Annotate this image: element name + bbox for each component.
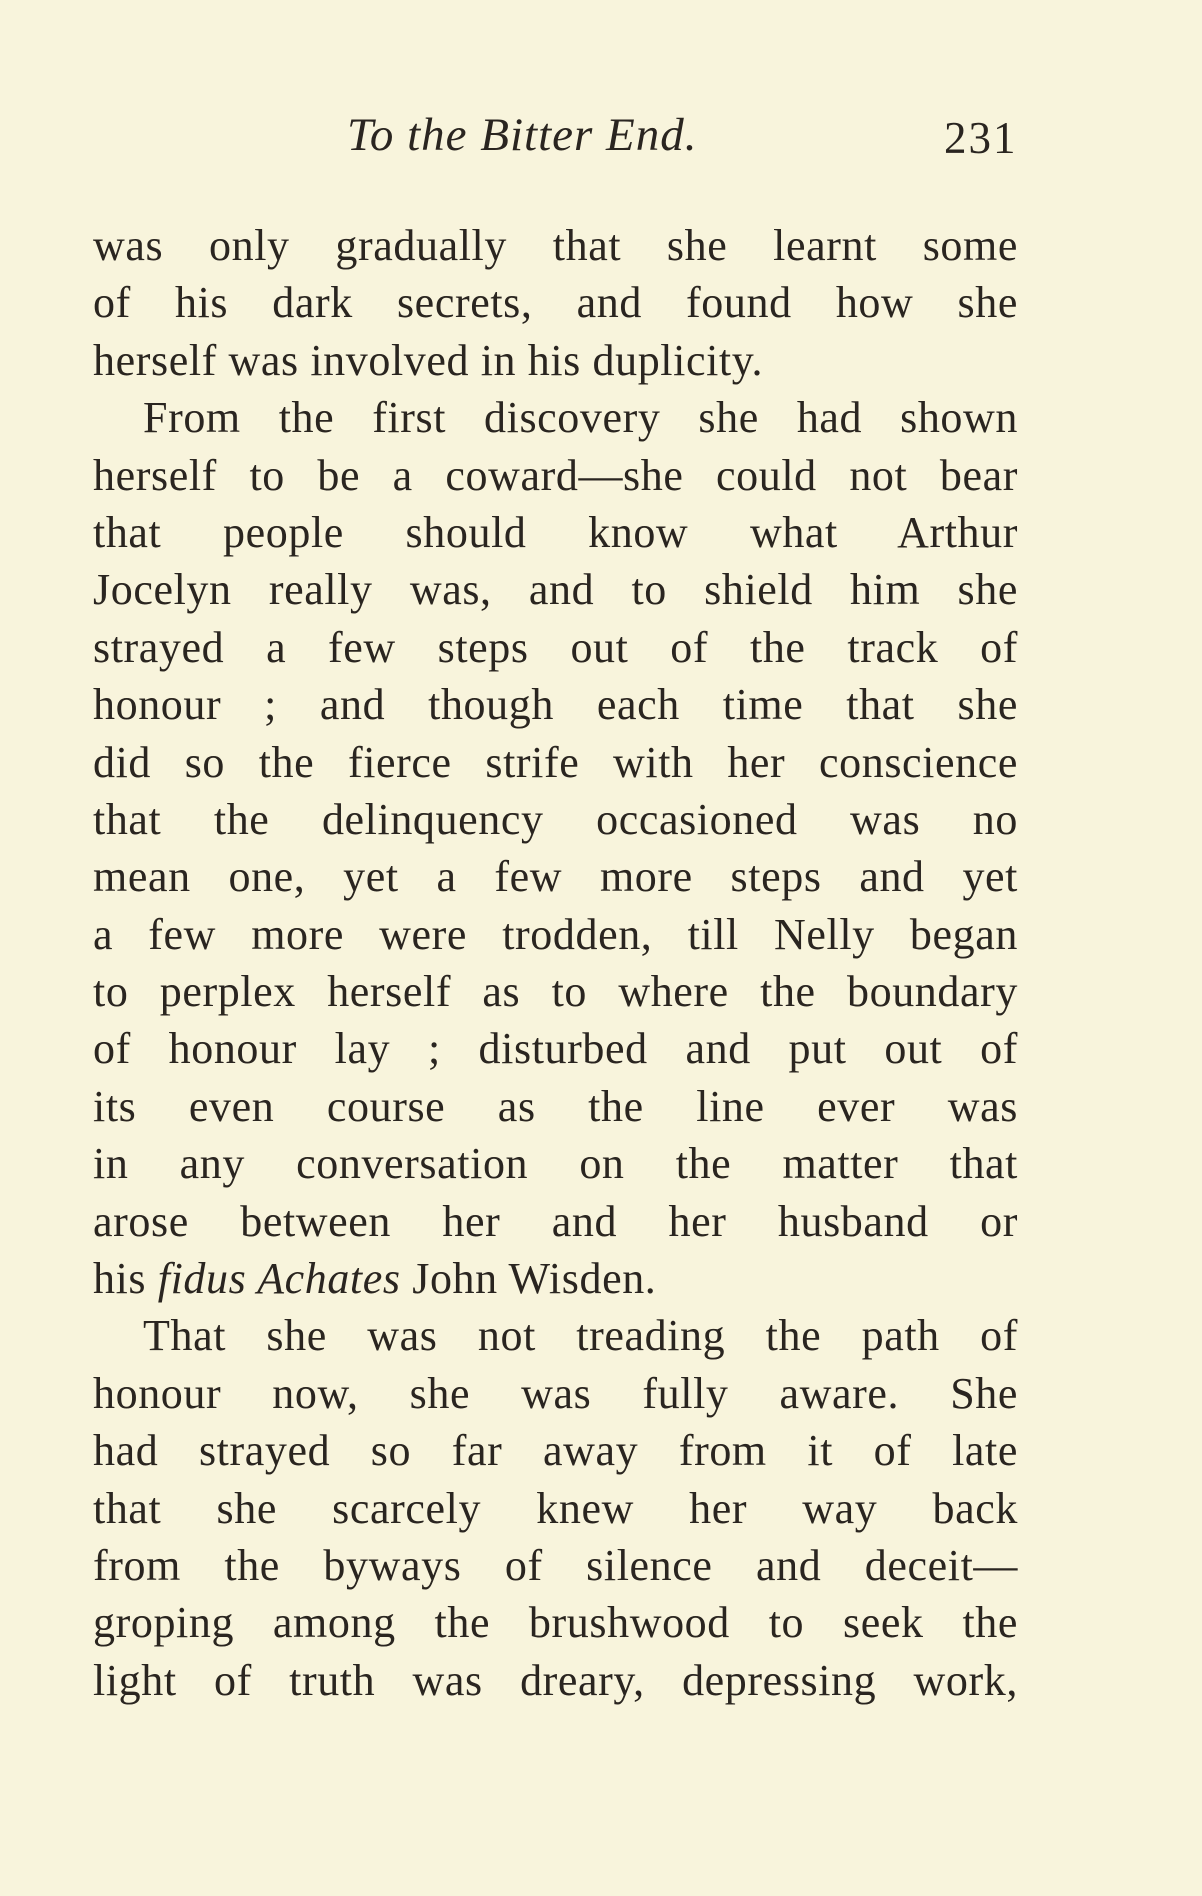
- text-line: mean one, yet a few more steps and yet: [93, 852, 1018, 902]
- text-line: Jocelyn really was, and to shield him she: [93, 565, 1018, 615]
- text-line: in any conversation on the matter that: [93, 1139, 1018, 1189]
- text-line: honour ; and though each time that she: [93, 680, 1018, 730]
- page-number: 231: [944, 113, 1018, 163]
- text-line: of his dark secrets, and found how she: [93, 278, 1018, 328]
- text-line: that the delinquency occasioned was no: [93, 794, 1018, 844]
- body-text: [93, 217, 1018, 1709]
- text-line: to perplex herself as to where the boundary: [93, 967, 1018, 1017]
- text-line: strayed a few steps out of the track of: [93, 622, 1018, 672]
- text-line: that she scarcely knew her way back: [93, 1483, 1018, 1533]
- text-line: light of truth was dreary, depressing work,: [93, 1655, 1018, 1705]
- text-line: arose between her and her husband or: [93, 1196, 1018, 1246]
- text-line: that people should know what Arthur: [93, 507, 1018, 557]
- text-line: did so the fierce strife with her conscience: [93, 737, 1018, 787]
- text-line: herself to be a coward—she could not bear: [93, 450, 1018, 500]
- text-line: its even course as the line ever was: [93, 1081, 1018, 1131]
- italic-phrase: fidus Achates: [157, 1254, 401, 1304]
- text-line-start: his: [93, 1254, 158, 1304]
- text-line: From the first discovery she had shown: [143, 393, 1018, 443]
- text-line: of honour lay ; disturbed and put out of: [93, 1024, 1018, 1074]
- text-line: groping among the brushwood to seek the: [93, 1598, 1018, 1648]
- text-line: from the byways of silence and deceit—: [93, 1540, 1018, 1590]
- text-line: That she was not treading the path of: [143, 1311, 1018, 1361]
- running-title: To the Bitter End.: [347, 109, 698, 161]
- running-head: [0, 108, 1202, 168]
- text-line: had strayed so far away from it of late: [93, 1426, 1018, 1476]
- text-line: a few more were trodden, till Nelly began: [93, 909, 1018, 959]
- text-line: was only gradually that she learnt some: [93, 221, 1018, 270]
- text-line: [93, 1250, 1018, 1307]
- text-line: herself was involved in his duplicity.: [93, 335, 764, 385]
- text-line-end: John Wisden.: [400, 1254, 657, 1304]
- text-line: honour now, she was fully aware. She: [93, 1368, 1018, 1418]
